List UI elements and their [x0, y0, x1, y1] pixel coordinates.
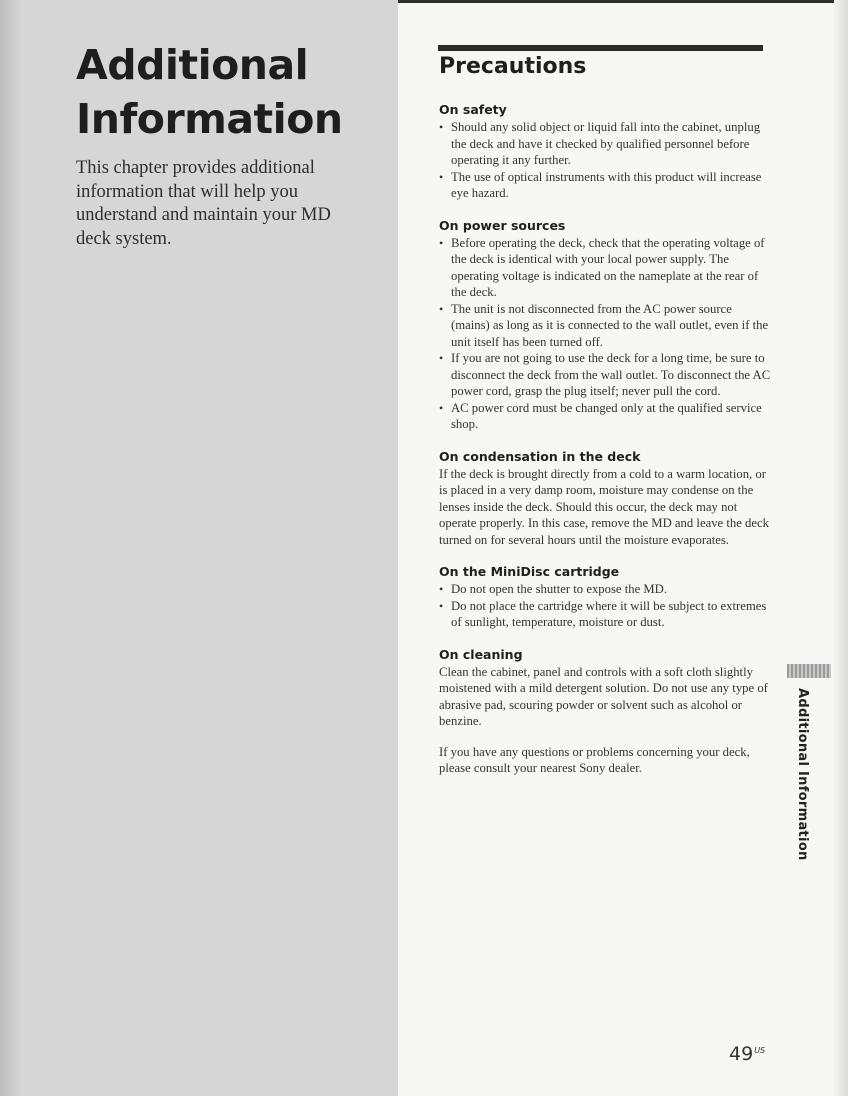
section-power-sources: [439, 217, 771, 433]
list-item: • The unit is not disconnected from the AC power source (mains) as long as it is connected to the wall outlet, even if the unit itself has been turned off.: [439, 301, 771, 351]
list-item: • If you are not going to use the deck for a long time, be sure to disconnect the deck from the wall outlet. To disconnect the AC power cord, grasp the plug itself; never pull the cord.: [439, 350, 771, 400]
page-number-suffix: US: [754, 1045, 766, 1055]
bullet-list: [439, 581, 771, 631]
section-cleaning: [439, 646, 771, 777]
list-item: • AC power cord must be changed only at the qualified service shop.: [439, 400, 771, 433]
section-heading: On the MiniDisc cartridge: [439, 564, 620, 579]
bullet-list: [439, 119, 771, 202]
side-tab-marker: [787, 664, 831, 678]
section-rule: [438, 45, 763, 51]
section-condensation: [439, 448, 771, 549]
dealer-note: If you have any questions or problems concerning your deck, please consult your nearest Sony dealer.: [439, 744, 750, 775]
section-heading: On cleaning: [439, 646, 523, 662]
section-heading: On safety: [439, 102, 507, 117]
list-item: • Do not open the shutter to expose the MD.: [439, 581, 771, 598]
list-item: • Do not place the cartridge where it will be subject to extremes of sunlight, temperature, moisture or dust.: [439, 598, 771, 631]
section-heading: On power sources: [439, 217, 566, 233]
precautions-content: [439, 101, 771, 792]
list-item: • Should any solid object or liquid fall into the cabinet, unplug the deck and have it checked by qualified personnel before operating it any further.: [439, 119, 771, 169]
list-item: • The use of optical instruments with this product will increase eye hazard.: [439, 169, 771, 202]
page-right-edge: [834, 0, 848, 1096]
section-text: Clean the cabinet, panel and controls with a soft cloth slightly moistened with a mild detergent solution. Do not use any type of abrasive pad, scouring powder or solvent such as alcohol or benzine.: [439, 664, 768, 728]
section-minidisc-cartridge: [439, 563, 771, 631]
section-text: If the deck is brought directly from a cold to a warm location, or is placed in a very damp room, moisture may condense on the lenses inside the deck. Should this occur, the deck may not operate properly. In this case, remove the MD and leave the deck turned on for several hours until the moisture evaporates.: [439, 466, 769, 547]
precautions-title: Precautions: [439, 54, 587, 79]
chapter-intro: This chapter provides additional information that will help you understand and maintain your MD deck system.: [76, 158, 331, 249]
chapter-title-line2: Information: [76, 95, 343, 143]
list-item: • Before operating the deck, check that the operating voltage of the deck is identical with your local power supply. The operating voltage is indicated on the nameplate at the rear of the deck.: [439, 235, 771, 301]
page-number-value: 49: [729, 1043, 754, 1065]
chapter-title: [76, 38, 376, 146]
side-tab-label: Additional Information: [795, 688, 810, 861]
section-heading: On condensation in the deck: [439, 448, 641, 464]
chapter-title-line1: Additional: [76, 41, 309, 89]
bullet-list: [439, 235, 771, 433]
page-number: [729, 1043, 765, 1065]
section-safety: [439, 101, 771, 202]
